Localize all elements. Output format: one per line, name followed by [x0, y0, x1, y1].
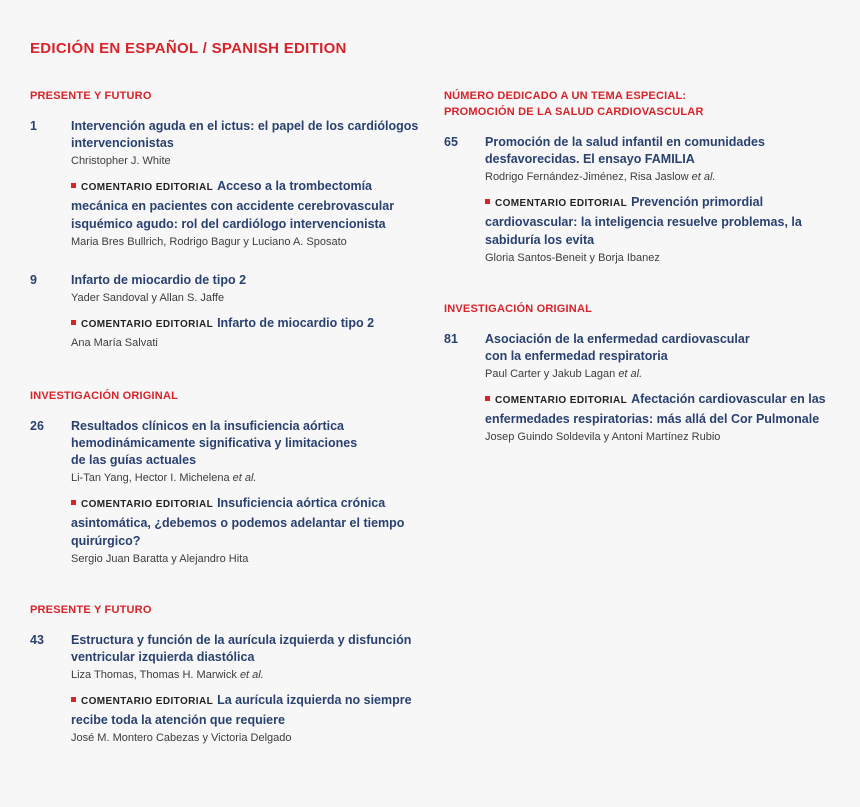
page-number: 43 — [30, 633, 44, 647]
editorial-comment — [71, 177, 422, 251]
toc-entry — [30, 118, 422, 251]
toc-entry — [30, 418, 422, 568]
editorial-title[interactable]: Acceso a la trombectomía mecánica en pacientes con accidente cerebrovascular isquémico agudo: rol del cardiólogo intervencionista — [71, 179, 395, 231]
editorial-authors: Ana María Salvati — [71, 337, 158, 349]
editorial-label: COMENTARIO EDITORIAL — [81, 182, 214, 193]
editorial-authors: Sergio Juan Baratta y Alejandro Hita — [71, 553, 249, 565]
et-al: et al. — [618, 368, 643, 380]
editorial-label: COMENTARIO EDITORIAL — [81, 499, 214, 510]
red-square-icon — [485, 199, 490, 204]
article-title[interactable]: Infarto de miocardio de tipo 2 — [71, 273, 247, 287]
article-title[interactable]: Promoción de la salud infantil en comunidades desfavorecidas. El ensayo FAMILIA — [485, 135, 765, 166]
editorial-comment — [71, 691, 422, 747]
section-heading: INVESTIGACIÓN ORIGINAL — [444, 303, 593, 315]
section-heading: NÚMERO DEDICADO A UN TEMA ESPECIAL: PROMOCIÓN DE LA SALUD CARDIOVASCULAR — [444, 90, 704, 118]
toc-entry — [444, 134, 844, 267]
et-al: et al. — [239, 669, 264, 681]
editorial-comment — [485, 390, 844, 446]
page-number: 81 — [444, 332, 458, 346]
toc-section — [30, 602, 422, 747]
toc-entry — [30, 272, 422, 352]
page-number: 9 — [30, 273, 37, 287]
toc-entry — [30, 632, 422, 747]
page-number: 65 — [444, 135, 458, 149]
editorial-authors: Josep Guindo Soldevila y Antoni Martínez Rubio — [485, 431, 721, 443]
editorial-label: COMENTARIO EDITORIAL — [495, 198, 628, 209]
editorial-label: COMENTARIO EDITORIAL — [81, 319, 214, 330]
section-heading: INVESTIGACIÓN ORIGINAL — [30, 390, 179, 402]
editorial-label: COMENTARIO EDITORIAL — [495, 395, 628, 406]
editorial-title[interactable]: Prevención primordial cardiovascular: la inteligencia resuelve problemas, la sabiduría los evita — [485, 195, 802, 247]
editorial-label: COMENTARIO EDITORIAL — [81, 696, 214, 707]
page-title: EDICIÓN EN ESPAÑOL / SPANISH EDITION — [30, 40, 347, 57]
red-square-icon — [71, 320, 76, 325]
editorial-title[interactable]: La aurícula izquierda no siempre recibe toda la atención que requiere — [71, 693, 412, 727]
editorial-title[interactable]: Infarto de miocardio tipo 2 — [217, 316, 375, 330]
section-heading: PRESENTE Y FUTURO — [30, 90, 152, 102]
red-square-icon — [71, 697, 76, 702]
editorial-comment — [71, 314, 422, 352]
toc-section — [444, 88, 844, 267]
toc-section — [30, 88, 422, 251]
article-authors: Paul Carter y Jakub Lagan et al. — [485, 368, 643, 380]
article-authors: Christopher J. White — [71, 155, 171, 167]
toc-section — [30, 272, 422, 352]
editorial-comment — [71, 494, 422, 568]
article-title[interactable]: Intervención aguda en el ictus: el papel de los cardiólogos intervencionistas — [71, 119, 419, 150]
page-number: 26 — [30, 419, 44, 433]
toc-section — [30, 388, 422, 568]
editorial-title[interactable]: Insuficiencia aórtica crónica asintomática, ¿debemos o podemos adelantar el tiempo quirúrgico? — [71, 496, 405, 548]
section-heading: PRESENTE Y FUTURO — [30, 604, 152, 616]
page-number: 1 — [30, 119, 37, 133]
editorial-authors: José M. Montero Cabezas y Victoria Delgado — [71, 732, 292, 744]
et-al: et al. — [232, 472, 257, 484]
editorial-authors: Gloria Santos-Beneit y Borja Ibanez — [485, 252, 660, 264]
article-title[interactable]: Resultados clínicos en la insuficiencia aórtica hemodinámicamente significativa y limitaciones de las guías actuales — [71, 419, 358, 467]
article-title[interactable]: Asociación de la enfermedad cardiovascular con la enfermedad respiratoria — [485, 332, 750, 363]
article-authors: Yader Sandoval y Allan S. Jaffe — [71, 292, 225, 304]
toc-section — [444, 301, 844, 446]
article-authors: Li-Tan Yang, Hector I. Michelena et al. — [71, 472, 257, 484]
editorial-title[interactable]: Afectación cardiovascular en las enfermedades respiratorias: más allá del Cor Pulmonale — [485, 392, 826, 426]
article-authors: Rodrigo Fernández-Jiménez, Risa Jaslow et al. — [485, 171, 716, 183]
article-authors: Liza Thomas, Thomas H. Marwick et al. — [71, 669, 264, 681]
red-square-icon — [71, 500, 76, 505]
red-square-icon — [485, 396, 490, 401]
et-al: et al. — [691, 171, 716, 183]
editorial-authors: Maria Bres Bullrich, Rodrigo Bagur y Luciano A. Sposato — [71, 236, 347, 248]
article-title[interactable]: Estructura y función de la aurícula izquierda y disfunción ventricular izquierda diastólica — [71, 633, 412, 664]
toc-entry — [444, 331, 844, 446]
red-square-icon — [71, 183, 76, 188]
editorial-comment — [485, 193, 844, 267]
